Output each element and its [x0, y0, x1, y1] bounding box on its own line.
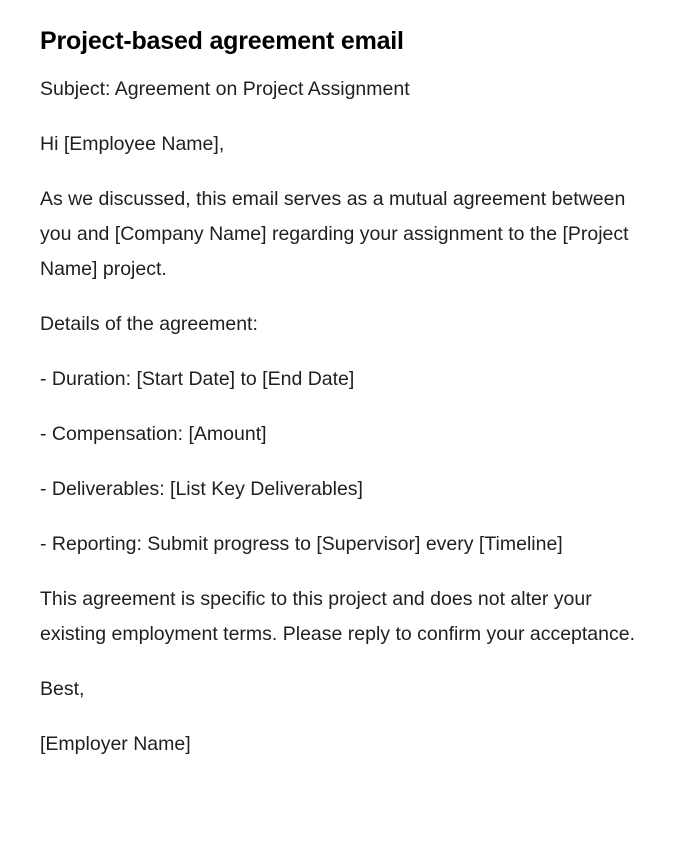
email-intro-paragraph: As we discussed, this email serves as a mutual agreement between you and [Company Name] regarding your assignment to the [Project Name] project. [40, 188, 629, 280]
email-signoff: Best, [40, 678, 85, 700]
email-signature: [Employer Name] [40, 733, 191, 755]
detail-deliverables: - Deliverables: [List Key Deliverables] [40, 478, 363, 500]
document-page [40, 26, 650, 782]
detail-compensation: - Compensation: [Amount] [40, 423, 267, 445]
details-heading: Details of the agreement: [40, 313, 258, 335]
closing-paragraph: This agreement is specific to this project and does not alter your existing employment terms. Please reply to confirm your acceptance. [40, 588, 636, 645]
email-subject: Subject: Agreement on Project Assignment [40, 78, 410, 100]
detail-duration: - Duration: [Start Date] to [End Date] [40, 368, 355, 390]
document-title: Project-based agreement email [40, 27, 404, 55]
email-greeting: Hi [Employee Name], [40, 133, 225, 155]
detail-reporting: - Reporting: Submit progress to [Supervisor] every [Timeline] [40, 533, 563, 555]
